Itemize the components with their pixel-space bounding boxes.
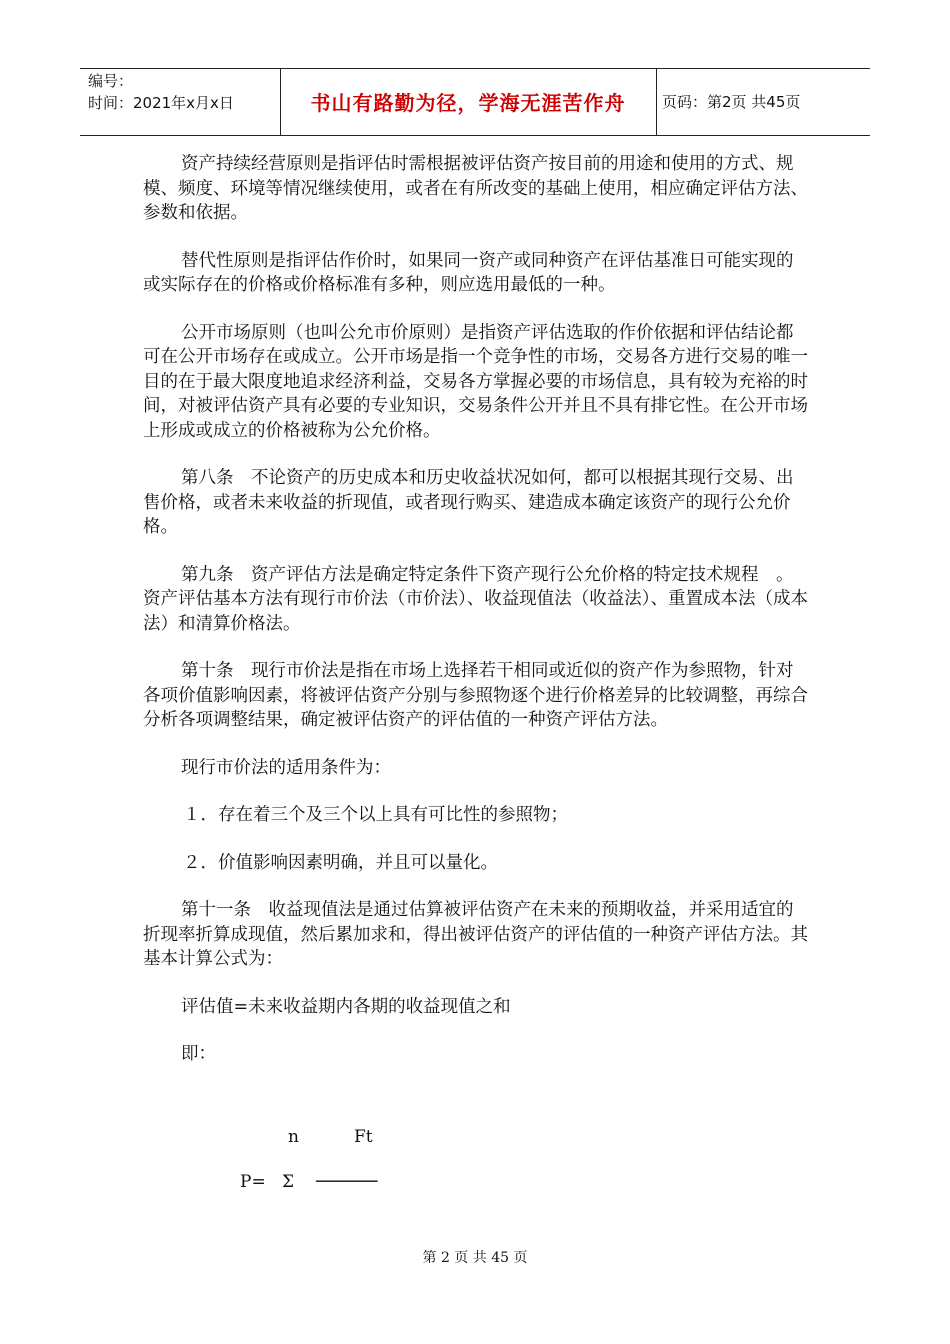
formula-sigma: Σ <box>282 1172 295 1192</box>
header-page-info: 页码：第2页 共45页 <box>662 93 801 111</box>
formula-lhs: P= <box>240 1172 266 1192</box>
paragraph-ie: 即： <box>181 1044 216 1064</box>
header-motto-cell <box>283 68 653 135</box>
paragraph-article-10: 第十条 现行市价法是指在市场上选择若干相同或近似的资产作为参照物，针对各项价值影响因素，将被评估资产分别与参照物逐个进行价格差异的比较调整，再综合分析各项调整结果，确定被评估资产的评估值的一种资产评估方法。 <box>143 661 808 730</box>
list-item-2: ２．价值影响因素明确，并且可以量化。 <box>183 852 498 873</box>
document-number-label: 编号： <box>88 72 134 90</box>
header-motto: 书山有路勤为径，学海无涯苦作舟 <box>310 91 626 115</box>
paragraph-continuity-principle: 资产持续经营原则是指评估时需根据被评估资产按目前的用途和使用的方式、规模、频度、环境等情况继续使用，或者在有所改变的基础上使用，相应确定评估方法、参数和依据。 <box>143 154 808 223</box>
page-footer: 第 2 页 共 45 页 <box>422 1250 528 1266</box>
paragraph-valuation-formula-text: 评估值=未来收益期内各期的收益现值之和 <box>181 996 511 1017</box>
header-page-cell <box>662 68 867 135</box>
document-body <box>143 152 808 1090</box>
header-meta <box>88 68 278 137</box>
paragraph-market-conditions: 现行市价法的适用条件为： <box>181 757 391 778</box>
list-item-1: １．存在着三个及三个以上具有可比性的参照物； <box>183 805 568 825</box>
paragraph-article-8: 第八条 不论资产的历史成本和历史收益状况如何，都可以根据其现行交易、出售价格，或者未来收益的折现值，或者现行购买、建造成本确定该资产的现行公允价格。 <box>143 468 794 537</box>
paragraph-article-9: 第九条 资产评估方法是确定特定条件下资产现行公允价格的特定技术规程 。资产评估基本方法有现行市价法（市价法）、收益现值法（收益法）、重置成本法（成本法）和清算价格法。 <box>143 564 808 634</box>
paragraph-article-11: 第十一条 收益现值法是通过估算被评估资产在未来的预期收益，并采用适宜的折现率折算成现值，然后累加求和，得出被评估资产的评估值的一种资产评估方法。其基本计算公式为： <box>143 900 808 969</box>
paragraph-substitution-principle: 替代性原则是指评估作价时，如果同一资产或同种资产在评估基准日可能实现的或实际存在的价格或价格标准有多种，则应选用最低的一种。 <box>143 250 794 295</box>
formula-upper-limit: n <box>288 1127 299 1147</box>
paragraph-open-market-principle: 公开市场原则（也叫公允市价原则）是指资产评估选取的作价依据和评估结论都可在公开市场存在或成立。公开市场是指一个竞争性的市场，交易各方进行交易的唯一目的在于最大限度地追求经济利益，交易各方掌握必要的市场信息，具有较为充裕的时间，对被评估资产具有必要的专业知识，交易条件公开并且不具有排它性。在公开市场上形成或成立的价格被称为公允价格。 <box>143 322 808 441</box>
header-divider-left <box>280 68 281 135</box>
formula-numerator: Ft <box>354 1127 373 1147</box>
header-divider-right <box>656 68 657 135</box>
formula-fraction-bar: ────── <box>316 1172 378 1192</box>
document-time-label: 时间：2021年x月x日 <box>88 94 234 112</box>
